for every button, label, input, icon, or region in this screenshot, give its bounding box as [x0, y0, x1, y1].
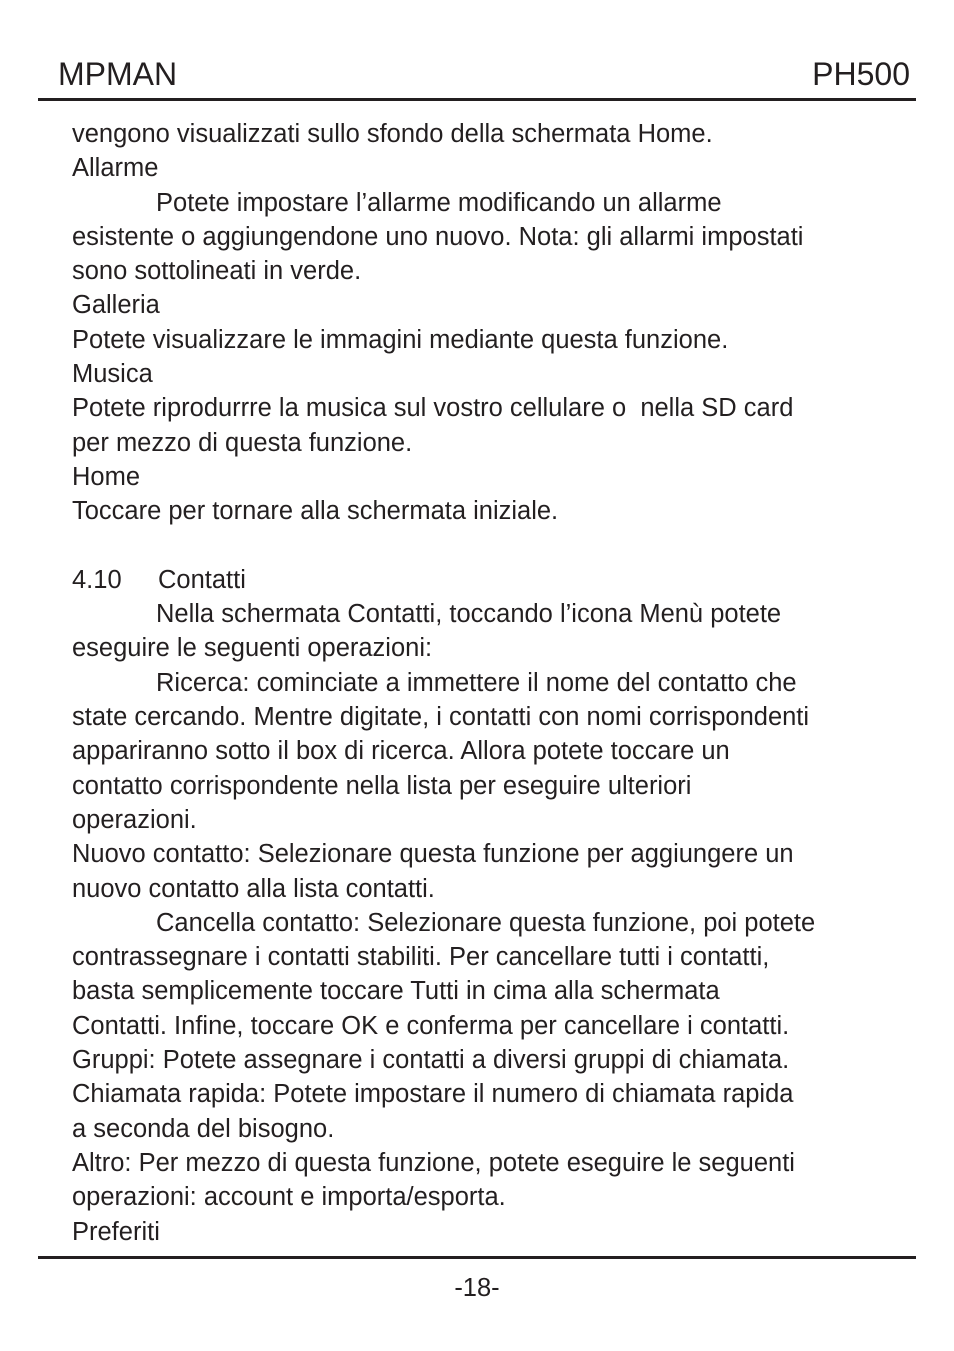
heading-home: Home: [72, 462, 141, 491]
paragraph-line: operazioni.: [72, 805, 197, 834]
paragraph-line: appariranno sotto il box di ricerca. Allora potete toccare un: [72, 737, 730, 766]
heading-allarme: Allarme: [72, 154, 159, 183]
paragraph-line: esistente o aggiungendone uno nuovo. Nota: gli allarmi impostati: [72, 222, 804, 251]
section-title: Contatti: [158, 565, 246, 594]
paragraph-line: a seconda del bisogno.: [72, 1114, 335, 1143]
header-rule: [38, 98, 916, 101]
paragraph-line: operazioni: account e importa/esporta.: [72, 1183, 506, 1212]
paragraph-line: vengono visualizzati sullo sfondo della schermata Home.: [72, 120, 713, 148]
header-model: PH500: [812, 56, 910, 92]
paragraph-line: Potete impostare l’allarme modificando un allarme: [156, 188, 722, 217]
blank-line: [72, 529, 892, 563]
paragraph-line: state cercando. Mentre digitate, i contatti con nomi corrispondenti: [72, 703, 810, 732]
section-number: 4.10: [72, 565, 122, 594]
footer-rule: [38, 1256, 916, 1259]
paragraph-line: basta semplicemente toccare Tutti in cima alla schermata: [72, 977, 720, 1006]
heading-preferiti: Preferiti: [72, 1217, 160, 1246]
paragraph-line: Cancella contatto: Selezionare questa funzione, poi potete: [156, 908, 816, 937]
paragraph-line: Contatti. Infine, toccare OK e conferma per cancellare i contatti.: [72, 1011, 790, 1040]
page-number: -18-: [454, 1274, 500, 1302]
paragraph-line: Ricerca: cominciate a immettere il nome del contatto che: [156, 668, 797, 697]
paragraph-line: Potete visualizzare le immagini mediante questa funzione.: [72, 325, 729, 354]
paragraph-line: Nella schermata Contatti, toccando l’icona Menù potete: [156, 600, 782, 629]
paragraph-line: contatto corrispondente nella lista per eseguire ulteriori: [72, 771, 692, 800]
paragraph-line: per mezzo di questa funzione.: [72, 428, 413, 457]
heading-musica: Musica: [72, 360, 153, 389]
section-heading: [72, 563, 892, 597]
paragraph-line: eseguire le seguenti operazioni:: [72, 634, 433, 663]
header-brand: MPMAN: [58, 56, 178, 92]
page-content: [72, 117, 892, 1249]
paragraph-line: Nuovo contatto: Selezionare questa funzione per aggiungere un: [72, 840, 794, 869]
paragraph-line: nuovo contatto alla lista contatti.: [72, 874, 435, 903]
paragraph-line: Potete riprodurrre la musica sul vostro cellulare o nella SD card: [72, 394, 794, 423]
paragraph-line: Altro: Per mezzo di questa funzione, potete eseguire le seguenti: [72, 1148, 795, 1177]
paragraph-line: Gruppi: Potete assegnare i contatti a diversi gruppi di chiamata.: [72, 1046, 790, 1075]
heading-galleria: Galleria: [72, 291, 160, 320]
paragraph-line: Chiamata rapida: Potete impostare il numero di chiamata rapida: [72, 1080, 794, 1109]
paragraph-line: Toccare per tornare alla schermata iniziale.: [72, 497, 559, 526]
page-header: [38, 54, 916, 102]
paragraph-line: sono sottolineati in verde.: [72, 257, 362, 286]
paragraph-line: contrassegnare i contatti stabiliti. Per cancellare tutti i contatti,: [72, 943, 770, 972]
